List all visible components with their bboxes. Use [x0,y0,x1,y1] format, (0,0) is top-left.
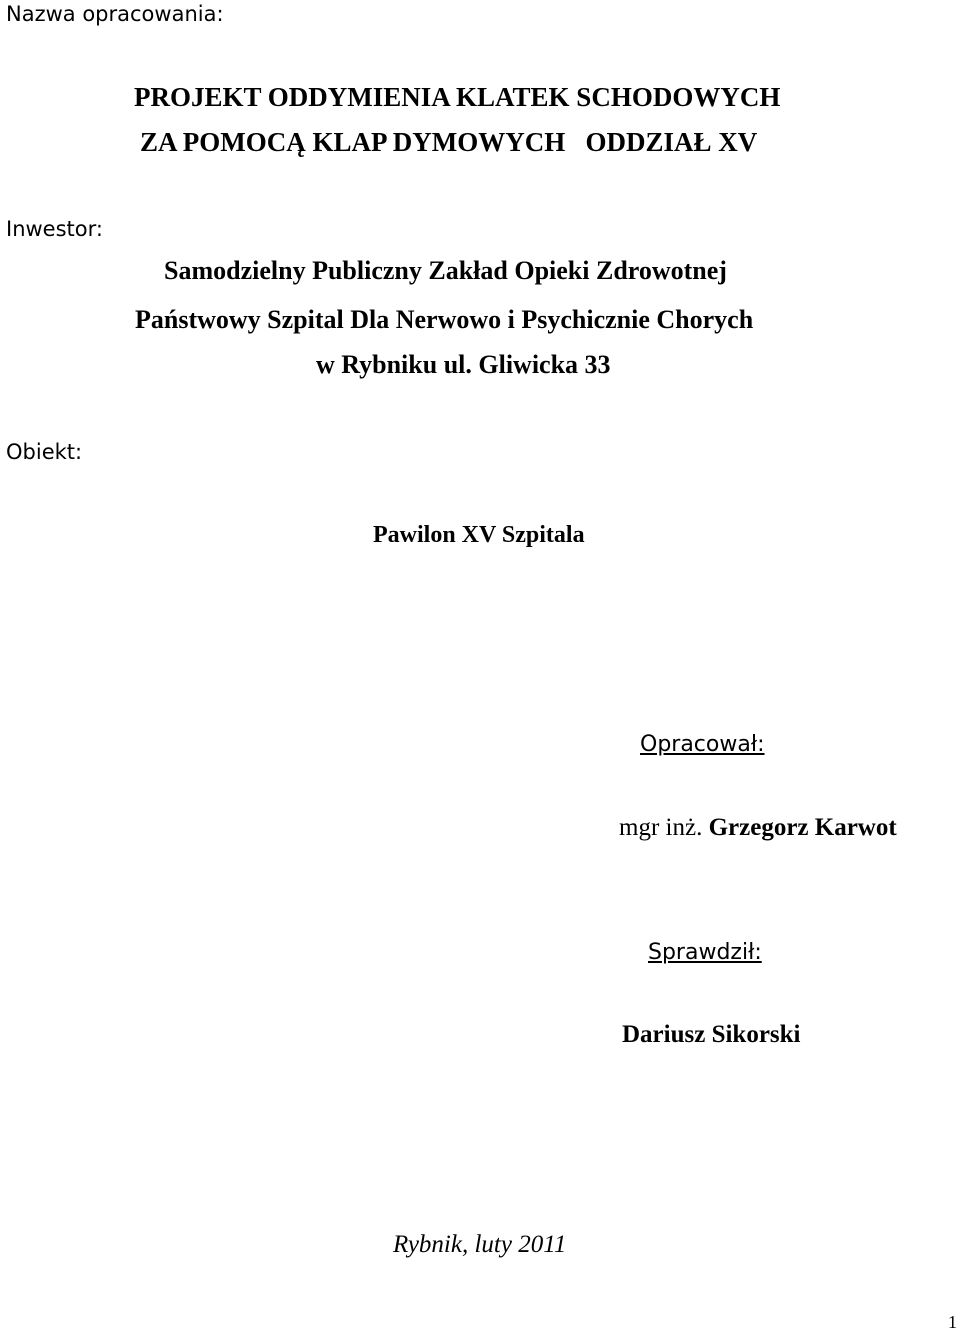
page-number: 1 [948,1312,957,1332]
investor-line-3: w Rybniku ul. Gliwicka 33 [316,350,611,379]
investor-section-label: Inwestor: [6,217,103,241]
checked-by-name: Dariusz Sikorski [622,1021,801,1048]
title-section-label: Nazwa opracowania: [6,2,224,26]
place-date: Rybnik, luty 2011 [393,1231,567,1258]
investor-line-1: Samodzielny Publiczny Zakład Opieki Zdrowotnej [164,256,727,285]
prepared-by-prefix: mgr inż. [619,814,703,841]
object-section-label: Obiekt: [6,440,83,464]
project-title-line-1: PROJEKT ODDYMIENIA KLATEK SCHODOWYCH [134,82,781,112]
investor-line-2: Państwowy Szpital Dla Nerwowo i Psychicznie Chorych [135,305,754,334]
project-title-line-2: ZA POMOCĄ KLAP DYMOWYCH ODDZIAŁ XV [140,127,758,157]
checked-by-label: Sprawdził: [648,940,762,965]
prepared-by-label: Opracował: [640,732,765,757]
prepared-by-person [619,815,897,840]
prepared-by-name: Grzegorz Karwot [708,814,897,841]
object-name: Pawilon XV Szpitala [373,522,585,548]
